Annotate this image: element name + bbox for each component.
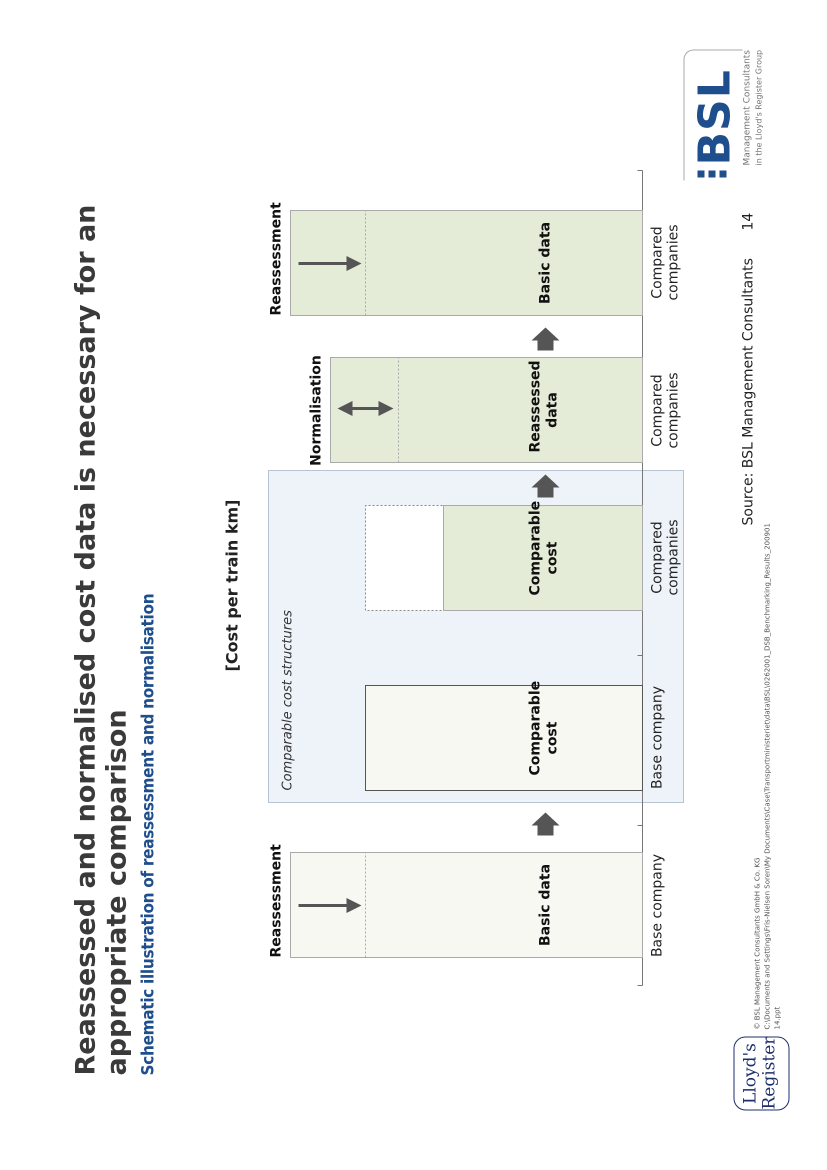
copyright-line: © BSL Management Consultants GmbH & Co. KG xyxy=(753,857,761,1029)
category-label-4: Compared companies xyxy=(649,371,681,449)
category-label-1: Base company xyxy=(649,853,665,957)
label-reassessment-right: Reassessment xyxy=(268,201,284,315)
unit-label: [Cost per train km] xyxy=(222,499,241,671)
page-title: Reassessed and normalised cost data is necessary for an appropriate comparison xyxy=(70,204,132,1075)
block-arrow-3 xyxy=(531,327,559,350)
lloyds-register-logo-line1: Lloyd's xyxy=(740,1042,760,1104)
bsl-logo-dots xyxy=(697,170,730,177)
bsl-logo: BSL xyxy=(689,68,740,165)
page-subtitle: Schematic illustration of reassessment and normalisation xyxy=(138,593,158,1075)
bsl-logo-subtitle: Management Consultants xyxy=(742,49,752,165)
block-arrow-1 xyxy=(531,812,559,835)
page-number: 14 xyxy=(740,212,756,230)
label-reassessment-left: Reassessment xyxy=(268,843,284,957)
category-label-5: Compared companies xyxy=(649,223,681,301)
footer-copyright xyxy=(752,509,782,1029)
label-normalisation: Normalisation xyxy=(308,354,324,466)
lloyds-register-logo-line2: Register xyxy=(759,1036,779,1109)
bar-label-reassessed-data: Reassessed data xyxy=(527,359,560,452)
bar-comparable-cost-base xyxy=(365,680,642,790)
group-label: Comparable cost structures xyxy=(280,609,295,790)
bar-label-basic-data-compared: Basic data xyxy=(537,221,553,304)
bar-label-comparable-cost-compared: Comparable cost xyxy=(527,500,560,595)
category-label-2: Base company xyxy=(649,685,665,789)
category-label-3: Compared companies xyxy=(649,518,681,596)
bar-label-basic-data-base: Basic data xyxy=(537,863,553,946)
file-path-line: C:\Documents and Settings\Fris-Nielsen Soren\My Documents\Case\Transportministeriet\data\BSL\0262001_DSB_Benchmarking_Results_200901 14.ppt xyxy=(763,522,781,1029)
bar-label-comparable-cost-base: Comparable cost xyxy=(527,680,560,775)
bsl-logo-group: in the Lloyd's Register Group xyxy=(754,49,763,165)
source-note: Source: BSL Management Consultants xyxy=(740,257,756,525)
lloyds-register-logo xyxy=(733,1036,789,1110)
